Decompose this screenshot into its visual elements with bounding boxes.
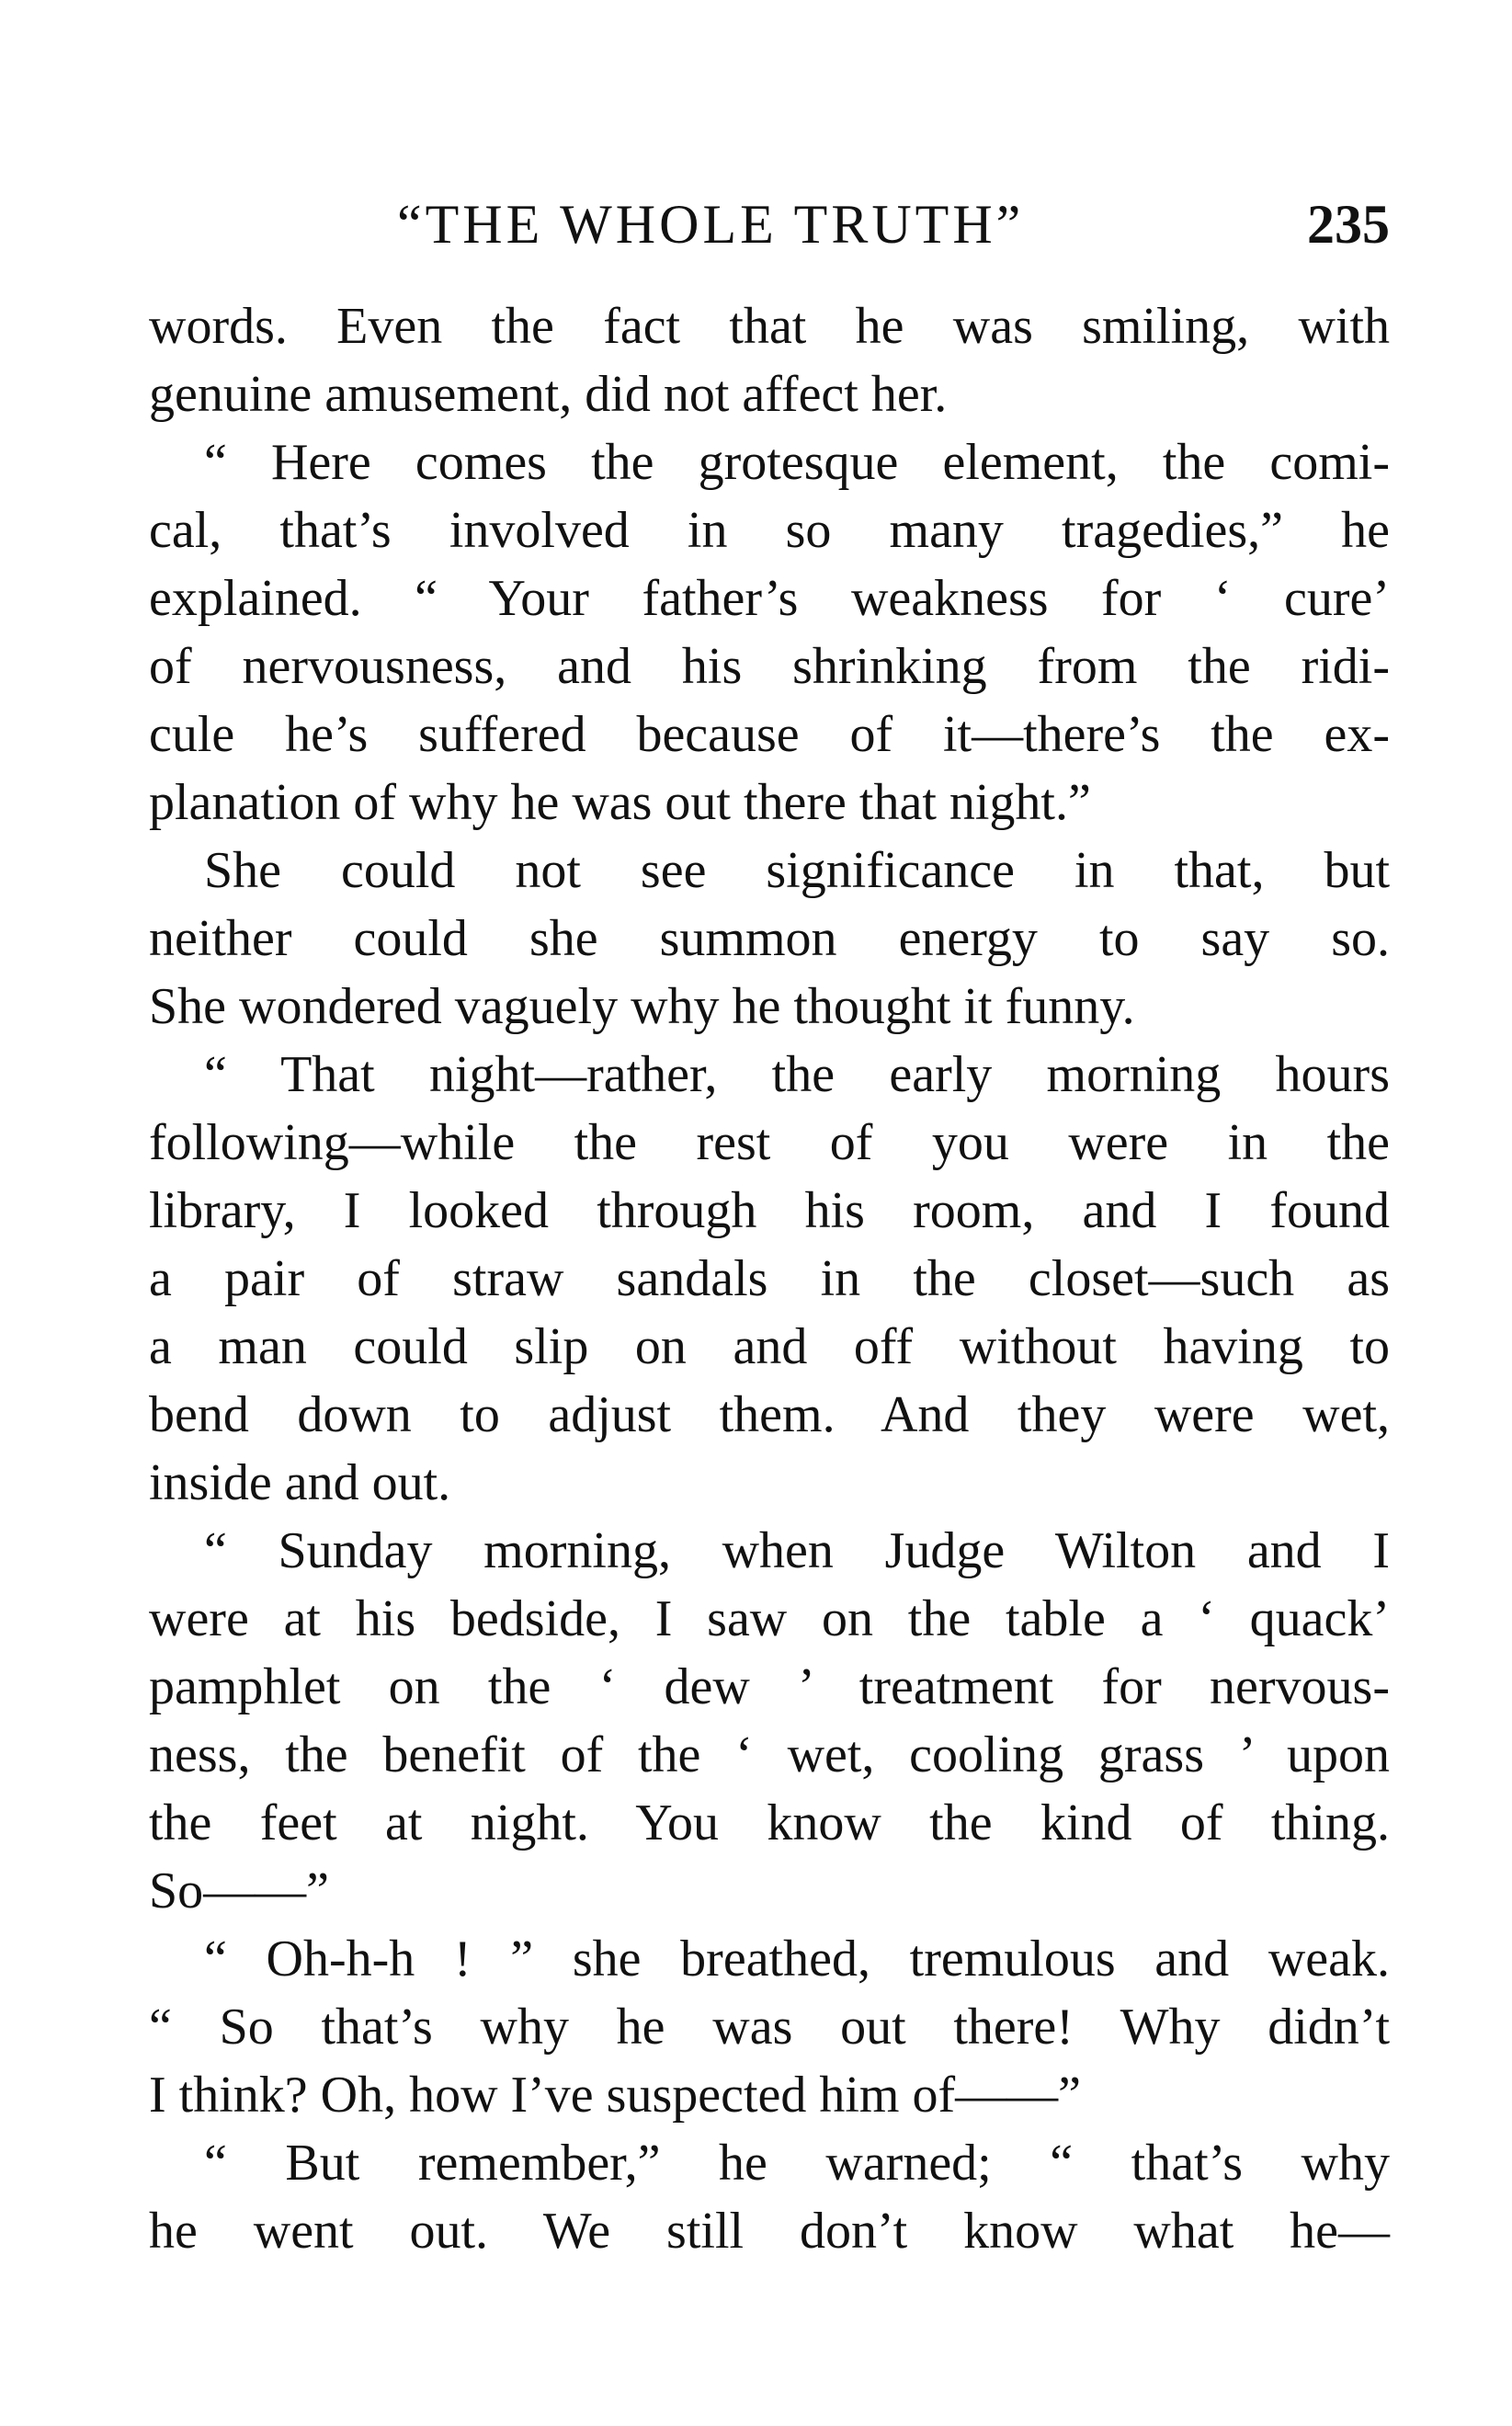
text-line: cule he’s suffered because of it—there’s the ex- — [149, 706, 1390, 763]
text-line: a pair of straw sandals in the closet—such as — [149, 1250, 1390, 1307]
text-line: “ Here comes the grotesque element, the comi- — [204, 434, 1390, 491]
text-line: “ Oh-h-h ! ” she breathed, tremulous and weak. — [204, 1931, 1390, 1987]
text-line: neither could she summon energy to say so. — [149, 910, 1390, 967]
text-line: “ Sunday morning, when Judge Wilton and I — [204, 1522, 1390, 1579]
text-line: ness, the benefit of the ‘ wet, cooling grass ’ upon — [149, 1726, 1390, 1783]
text-line: pamphlet on the ‘ dew ’ treatment for nervous- — [149, 1658, 1390, 1715]
text-line: he went out. We still don’t know what he— — [149, 2203, 1390, 2260]
page-number: 235 — [1307, 194, 1390, 255]
text-line: the feet at night. You know the kind of thing. — [149, 1794, 1390, 1851]
text-line: a man could slip on and off without having to — [149, 1318, 1390, 1375]
text-line: words. Even the fact that he was smiling, with — [149, 298, 1390, 355]
text-line: She could not see significance in that, but — [204, 842, 1390, 899]
text-line: following—while the rest of you were in the — [149, 1114, 1390, 1171]
text-line: genuine amusement, did not affect her. — [149, 366, 948, 423]
text-line: “ That night—rather, the early morning hours — [204, 1046, 1390, 1103]
text-line: I think? Oh, how I’ve suspected him of——” — [149, 2067, 1081, 2124]
running-head — [149, 193, 1390, 257]
text-line: “ But remember,” he warned; “ that’s why — [204, 2135, 1390, 2192]
text-line: bend down to adjust them. And they were wet, — [149, 1386, 1390, 1443]
body-text — [149, 292, 1390, 2265]
running-title: “THE WHOLE TRUTH” — [397, 194, 1025, 255]
text-line: “ So that’s why he was out there! Why didn’t — [149, 1999, 1390, 2056]
text-line: library, I looked through his room, and I found — [149, 1182, 1390, 1239]
text-line: were at his bedside, I saw on the table a ‘ quack’ — [149, 1590, 1390, 1647]
text-line: planation of why he was out there that night.” — [149, 774, 1091, 831]
text-line: cal, that’s involved in so many tragedies,” he — [149, 502, 1390, 559]
text-line: She wondered vaguely why he thought it funny. — [149, 978, 1135, 1035]
text-line: So——” — [149, 1862, 329, 1919]
text-line: inside and out. — [149, 1454, 451, 1511]
text-line: explained. “ Your father’s weakness for ‘ cure’ — [149, 570, 1390, 627]
text-line: of nervousness, and his shrinking from the ridi- — [149, 638, 1390, 695]
